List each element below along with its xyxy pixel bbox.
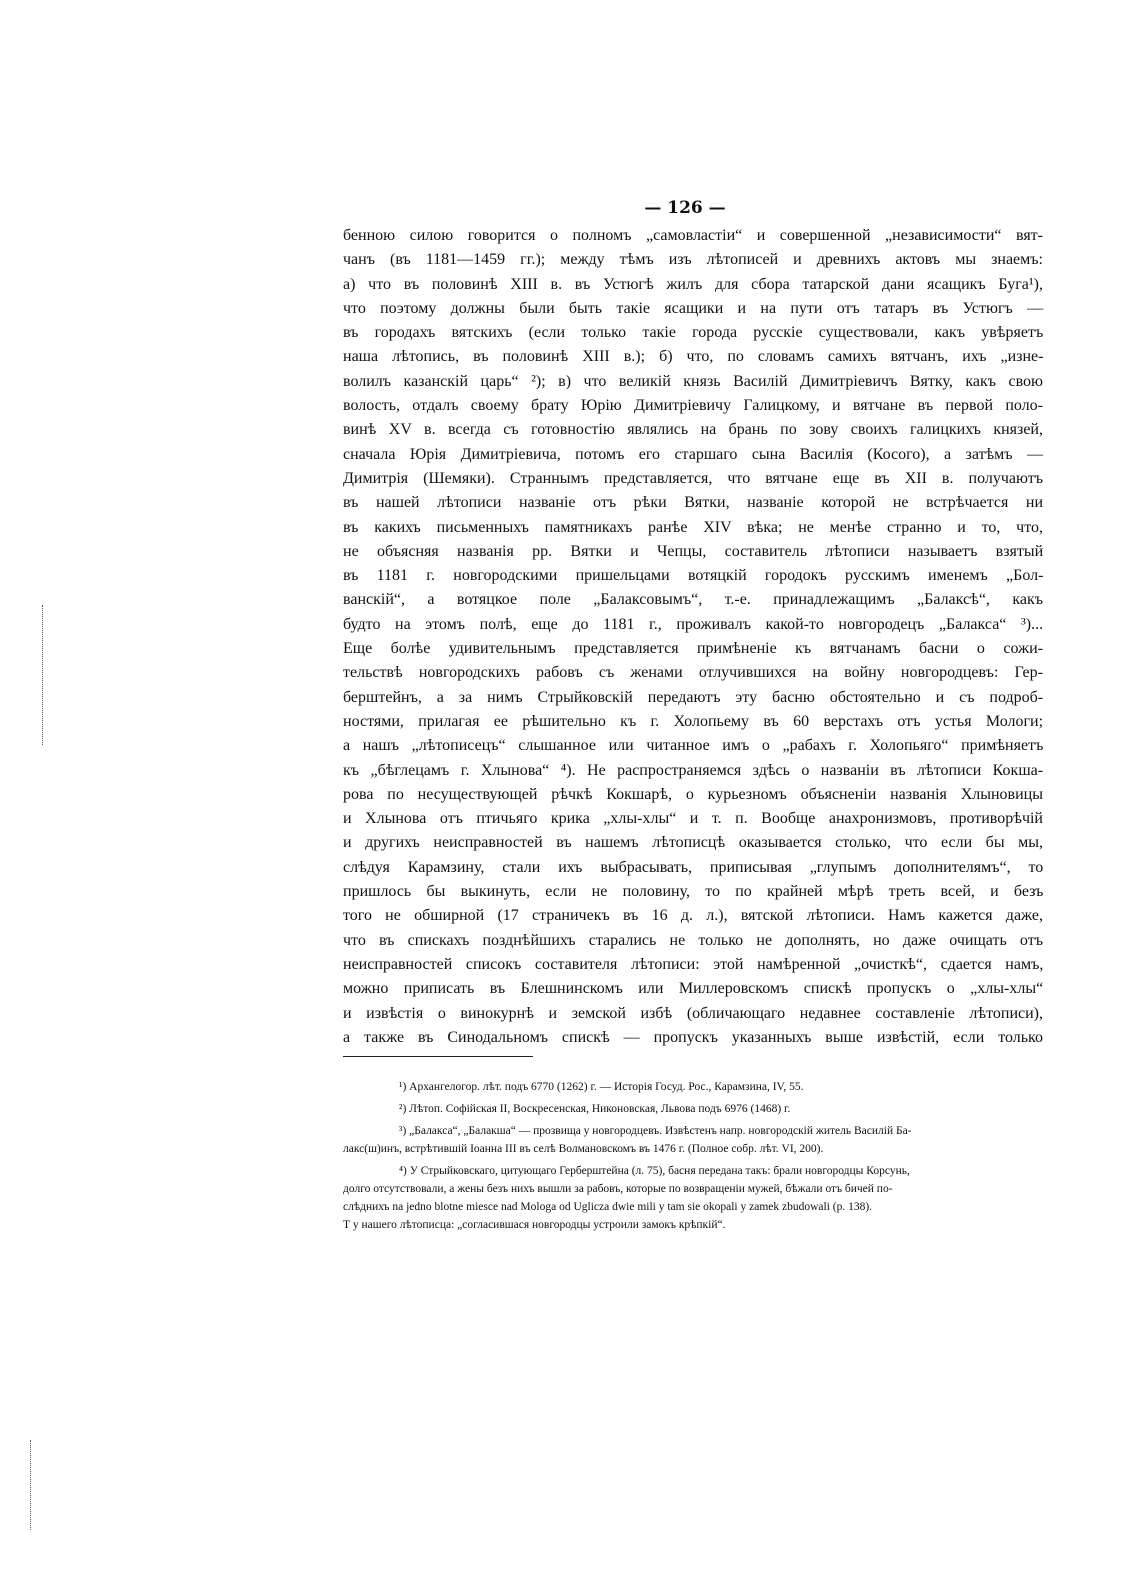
main-text bbox=[343, 224, 1043, 1050]
text-line: волилъ казанскій царь“ ²); в) что великій князь Василій Димитріевичъ Вятку, какъ свою bbox=[343, 372, 1043, 390]
footnote-line: Т у нашего лѣтописца: „согласившася новгородцы устроили замокъ крѣпкій“. bbox=[343, 1219, 726, 1231]
text-line: въ какихъ письменныхъ памятникахъ ранѣе XIV вѣка; не менѣе странно и то, что, bbox=[343, 518, 1043, 536]
text-line: а) что въ половинѣ XIII в. въ Устюгѣ жилъ для сбора татарской дани ясащикъ Буга¹), bbox=[343, 275, 1043, 293]
text-line: чанъ (въ 1181—1459 гг.); между тѣмъ изъ лѣтописей и древнихъ актовъ мы знаемъ: bbox=[343, 251, 1043, 269]
text-line: Еще болѣе удивительнымъ представляется примѣненіе къ вятчанамъ басни о сожи- bbox=[343, 640, 1043, 658]
footnote-divider bbox=[343, 1056, 533, 1057]
text-line: къ „бѣглецамъ г. Хлынова“ ⁴). Не распространяемся здѣсь о названіи въ лѣтописи Кокша- bbox=[343, 761, 1044, 779]
footnote bbox=[343, 1078, 1043, 1096]
footnote bbox=[343, 1122, 1043, 1158]
text-line: что въ спискахъ позднѣйшихъ старались не только не дополнять, но даже очищать отъ bbox=[343, 931, 1043, 949]
text-line: а также въ Синодальномъ спискѣ — пропускъ указанныхъ выше извѣстій, если только bbox=[343, 1028, 1043, 1046]
text-line: ванскій“, а вотяцкое поле „Балаксовымъ“, т.-е. принадлежащимъ „Балаксѣ“, какъ bbox=[343, 591, 1043, 609]
text-line: рова по несуществующей рѣчкѣ Кокшарѣ, о курьезномъ объясненіи названія Хлыновицы bbox=[343, 785, 1043, 803]
text-line: въ 1181 г. новгородскими пришельцами вотяцкій городокъ русскимъ именемъ „Бол- bbox=[343, 567, 1044, 585]
text-line: а нашъ „лѣтописецъ“ слышанное или читанное имъ о „рабахъ г. Холопьяго“ примѣняетъ bbox=[343, 737, 1044, 755]
footnote-line: ⁴) У Стрыйковскаго, цитующаго Герберштейна (л. 75), басня передана такъ: брали новгородцы Корсунь, bbox=[399, 1165, 910, 1177]
footnote-line: ¹) Архангелогор. лѣт. подъ 6770 (1262) г. — Исторія Госуд. Рос., Карамзина, IV, 55. bbox=[399, 1081, 804, 1093]
footnote-line: ³) „Балакса“, „Балакша“ — прозвища у новгородцевъ. Извѣстенъ напр. новгородскій житель Василій Ба- bbox=[399, 1125, 912, 1137]
text-line: тельствѣ новгородскихъ рабовъ съ женами отлучившихся на войну новгородцевъ: Гер- bbox=[343, 664, 1043, 682]
text-line: слѣдуя Карамзину, стали ихъ выбрасывать, приписывая „глупымъ дополнителямъ“, то bbox=[343, 858, 1044, 876]
text-line: Димитрія (Шемяки). Страннымъ представляется, что вятчане еще въ XII в. получаютъ bbox=[343, 469, 1043, 487]
text-line: и извѣстія о винокурнѣ и земской избѣ (обличающаго недавнее составленіе лѣтописи), bbox=[343, 1004, 1043, 1022]
text-line: ностями, прилагая ее рѣшительно къ г. Холопьему въ 60 верстахъ отъ устья Мологи; bbox=[343, 712, 1044, 730]
text-line: можно приписать въ Блешнинскомъ или Миллеровскомъ спискѣ пропускъ о „хлы-хлы“ bbox=[343, 980, 1044, 998]
text-line: волость, отдалъ своему брату Юрію Димитріевичу Галицкому, и вятчане въ первой поло- bbox=[343, 397, 1043, 415]
text-line: сначала Юрія Димитріевича, потомъ его старшаго сына Василія (Косого), а затѣмъ — bbox=[343, 445, 1043, 463]
text-line: въ нашей лѣтописи названіе отъ рѣки Вятки, названіе которой не встрѣчается ни bbox=[343, 494, 1044, 512]
text-line: и Хлынова отъ птичьяго крика „хлы-хлы“ и т. п. Вообще анахронизмовъ, противорѣчій bbox=[343, 810, 1043, 828]
text-line: наша лѣтопись, въ половинѣ XIII в.); б) что, по словамъ самихъ вятчанъ, ихъ „изне- bbox=[343, 348, 1044, 366]
text-line: бенною силою говорится о полномъ „самовластіи“ и совершенной „независимости“ вят- bbox=[343, 227, 1043, 244]
page-number: — 126 — bbox=[644, 198, 726, 218]
footnote bbox=[343, 1162, 1043, 1234]
footnotes bbox=[343, 1078, 1043, 1238]
footnote bbox=[343, 1100, 1043, 1118]
text-line: того не обширной (17 страничекъ въ 16 д. л.), вятской лѣтописи. Намъ кажется даже, bbox=[343, 907, 1043, 925]
text-line: что поэтому должны были быть такіе ясащики и на пути отъ татаръ въ Устюгъ — bbox=[343, 299, 1044, 317]
text-line: пришлось бы выкинуть, если не половину, то по крайней мѣрѣ треть всей, и безъ bbox=[343, 883, 1044, 901]
text-line: въ городахъ вятскихъ (если только такіе города русскіе существовали, какъ увѣряетъ bbox=[343, 324, 1044, 342]
text-line: берштейнъ, а за нимъ Стрыйковскій передаютъ эту басню обстоятельно и съ подроб- bbox=[343, 688, 1044, 706]
text-line: будто на этомъ полѣ, еще до 1181 г., проживалъ какой-то новгородецъ „Балакса“ ³)... bbox=[343, 615, 1044, 633]
footnote-line: слѣднихъ na jedno blotne miesce nad Mologa od Uglicza dwie mili y tam sie okopali y zamek zbudowali (p. 138). bbox=[343, 1201, 873, 1213]
footnote-line: ²) Лѣтоп. Софійская II, Воскресенская, Никоновская, Львова подъ 6976 (1468) г. bbox=[399, 1103, 791, 1115]
margin-dotted-mark bbox=[42, 605, 45, 745]
footnote-line: лакс(ш)инъ, встрѣтившій Іоанна III въ селѣ Волмановскомъ въ 1476 г. (Полное собр. лѣт. VI, 200). bbox=[343, 1143, 824, 1155]
text-line: неисправностей списокъ составителя лѣтописи: этой намѣренной „очисткѣ“, сдается намъ, bbox=[343, 955, 1044, 973]
footnote-line: долго отсутствовали, а жены безъ нихъ вышли за рабовъ, которые по возвращеніи мужей, бѣжали отъ бичей по- bbox=[343, 1183, 893, 1195]
text-line: винѣ XV в. всегда съ готовностію являлись на брань по зову своихъ галицкихъ князей, bbox=[343, 421, 1043, 439]
margin-dotted-mark bbox=[30, 1440, 33, 1530]
text-line: не объясняя названія рр. Вятки и Чепцы, составитель лѣтописи называетъ взятый bbox=[343, 542, 1044, 560]
text-line: и другихъ неисправностей въ нашемъ лѣтописцѣ оказывается столько, что если бы мы, bbox=[343, 834, 1043, 852]
